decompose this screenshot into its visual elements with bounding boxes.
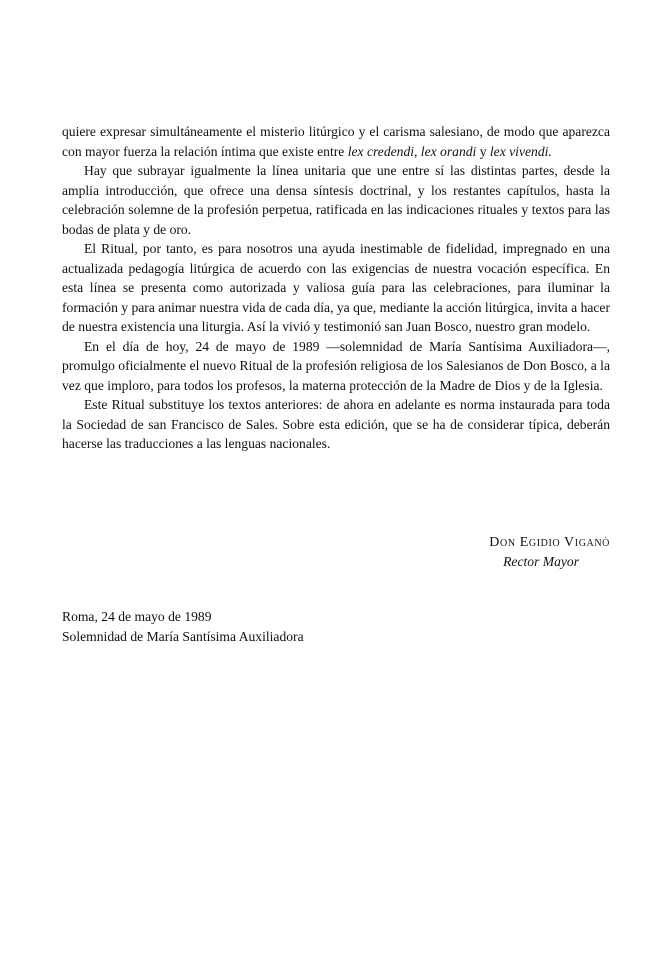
paragraph-5: Este Ritual substituye los textos anteriores: de ahora en adelante es norma instaurada para toda la Sociedad de san Francisco de Sales. Sobre esta edición, que se ha de considerar típica, deberán hacerse las traducciones a las lenguas nacionales.	[62, 397, 610, 451]
signature-block	[350, 533, 610, 571]
signatory-name: Don Egidio Viganò	[489, 535, 610, 550]
place-date-line: Roma, 24 de mayo de 1989	[62, 609, 212, 624]
paragraph-3: El Ritual, por tanto, es para nosotros una ayuda inestimable de fidelidad, impregnado en una actualizada pedagogía litúrgica de acuerdo con las exigencias de nuestra vocación específica. En esta línea se presenta como autorizada y valiosa guía para las celebraciones, para iluminar la formación y para animar nuestra vida de cada día, ya que, mediante la acción litúrgica, invita a hacer de nuestra existencia una liturgia. Así la vivió y testimonió san Juan Bosco, nuestro gran modelo.	[62, 241, 610, 334]
signatory-role: Rector Mayor	[503, 554, 579, 569]
paragraph-1-conjunction: y	[476, 143, 490, 159]
paragraph-4: En el día de hoy, 24 de mayo de 1989 —solemnidad de María Santísima Auxiliadora—, promulgo oficialmente el nuevo Ritual de la profesión religiosa de los Salesianos de Don Bosco, a la vez que imploro, para todos los profesos, la materna protección de la Madre de Dios y de la Iglesia.	[62, 338, 610, 393]
paragraph-1-text: quiere expresar simultáneamente el misterio litúrgico y el carisma salesiano, de modo que aparezca con mayor fuerza la relación íntima que existe entre	[62, 124, 610, 159]
document-page	[62, 122, 610, 644]
solemnity-line: Solemnidad de María Santísima Auxiliadora	[62, 628, 304, 644]
paragraph-1	[62, 122, 610, 161]
place-date-block	[62, 607, 304, 646]
latin-phrase-vivendi: lex vivendi.	[489, 143, 552, 159]
paragraph-2: Hay que subrayar igualmente la línea unitaria que une entre sí las distintas partes, desde la amplia introducción, que ofrece una densa síntesis doctrinal, y los restantes capítulos, hasta la celebración solemne de la profesión perpetua, ratificada en las indicaciones rituales y textos para las bodas de plata y de oro.	[62, 163, 610, 237]
latin-phrase-credendi-orandi: lex credendi, lex orandi	[347, 143, 477, 159]
